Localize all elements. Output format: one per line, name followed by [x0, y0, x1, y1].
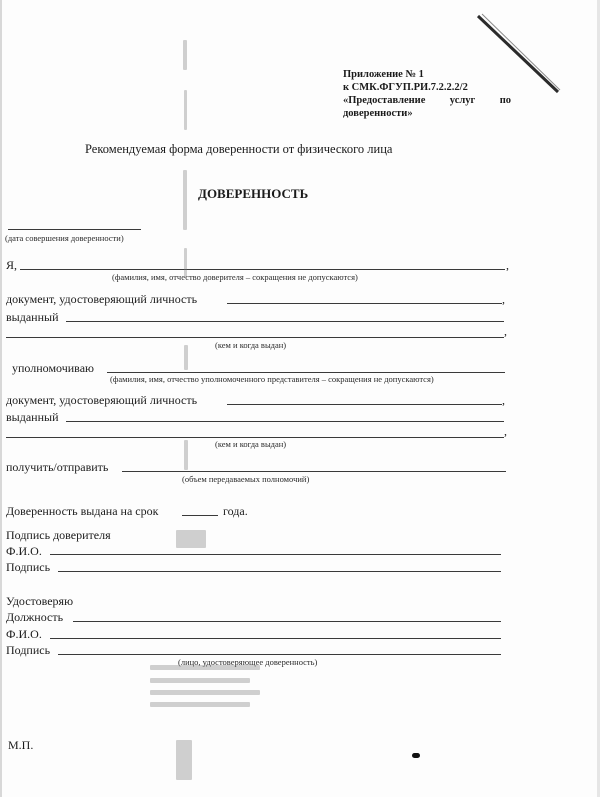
certifier-fio-label: Ф.И.О.	[6, 627, 42, 641]
appendix-service-name-cont: доверенности»	[343, 108, 413, 119]
comma-4: ,	[502, 393, 505, 407]
principal-name-line	[20, 269, 505, 270]
form-subtitle: Рекомендуемая форма доверенности от физического лица	[85, 142, 393, 156]
representative-id-document-line	[227, 404, 502, 405]
comma-2: ,	[502, 292, 505, 306]
principal-fio-label: Ф.И.О.	[6, 544, 42, 558]
principal-id-document-line	[227, 303, 502, 304]
representative-issued-line-2	[6, 437, 504, 438]
position-line	[73, 621, 501, 622]
principal-name-caption: (фамилия, имя, отчество доверителя – сокращения не допускаются)	[112, 272, 358, 282]
representative-issued-label: выданный	[6, 410, 59, 424]
representative-name-caption: (фамилия, имя, отчество уполномоченного представителя – сокращения не допускаются)	[110, 374, 434, 384]
scan-artifact	[184, 440, 188, 470]
term-years-line	[182, 515, 218, 516]
comma-5: ,	[504, 424, 507, 438]
document-title: ДОВЕРЕННОСТЬ	[198, 186, 309, 201]
date-line	[8, 229, 141, 230]
representative-name-line	[107, 372, 505, 373]
comma-3: ,	[504, 324, 507, 338]
principal-issued-line	[66, 321, 504, 322]
appendix-reference: к СМК.ФГУП.РИ.7.2.2.2/2	[343, 82, 468, 93]
scan-artifact	[150, 678, 250, 683]
certifier-signature-label: Подпись	[6, 643, 51, 657]
comma-1: ,	[506, 258, 509, 272]
scan-artifact	[184, 345, 188, 370]
scan-artifact	[184, 248, 187, 278]
principal-issued-caption: (кем и когда выдан)	[215, 340, 287, 350]
scan-edge-left	[0, 0, 2, 797]
scan-artifact	[183, 40, 187, 70]
date-caption: (дата совершения доверенности)	[5, 233, 124, 243]
certifier-signature-line	[58, 654, 501, 655]
term-unit: года.	[223, 504, 248, 518]
appendix-service-name: «Предоставление услуг по	[343, 95, 511, 106]
scan-artifact	[176, 740, 192, 780]
ink-dot	[412, 753, 420, 758]
principal-issued-label: выданный	[6, 310, 59, 324]
term-label: Доверенность выдана на срок	[6, 504, 159, 518]
pen-icon	[470, 10, 570, 100]
appendix-title: Приложение № 1	[343, 69, 424, 80]
principal-issued-line-2	[6, 337, 504, 338]
scan-artifact	[184, 90, 187, 130]
representative-id-document-label: документ, удостоверяющий личность	[6, 393, 198, 407]
certifier-caption: (лицо, удостоверяющее доверенность)	[178, 657, 318, 667]
scan-artifact	[150, 702, 250, 707]
scan-artifact	[183, 170, 187, 230]
principal-fio-line	[50, 554, 501, 555]
principal-signature-line	[58, 571, 501, 572]
certify-label: Удостоверяю	[6, 594, 74, 608]
scan-artifact	[150, 665, 260, 670]
representative-issued-caption: (кем и когда выдан)	[215, 439, 287, 449]
principal-id-document-label: документ, удостоверяющий личность	[6, 292, 198, 306]
powers-scope-line	[122, 471, 506, 472]
scan-artifact	[176, 530, 206, 548]
principal-signature-heading: Подпись доверителя	[6, 528, 111, 542]
powers-scope-caption: (объем передаваемых полномочий)	[182, 474, 310, 484]
scan-artifact	[150, 690, 260, 695]
certifier-fio-line	[50, 638, 501, 639]
receive-send-label: получить/отправить	[6, 460, 109, 474]
representative-issued-line	[66, 421, 504, 422]
authorize-label: уполномочиваю	[12, 361, 94, 375]
position-label: Должность	[6, 610, 64, 624]
stamp-place-label: М.П.	[8, 738, 34, 752]
principal-signature-label: Подпись	[6, 560, 51, 574]
principal-label: Я,	[6, 258, 18, 272]
